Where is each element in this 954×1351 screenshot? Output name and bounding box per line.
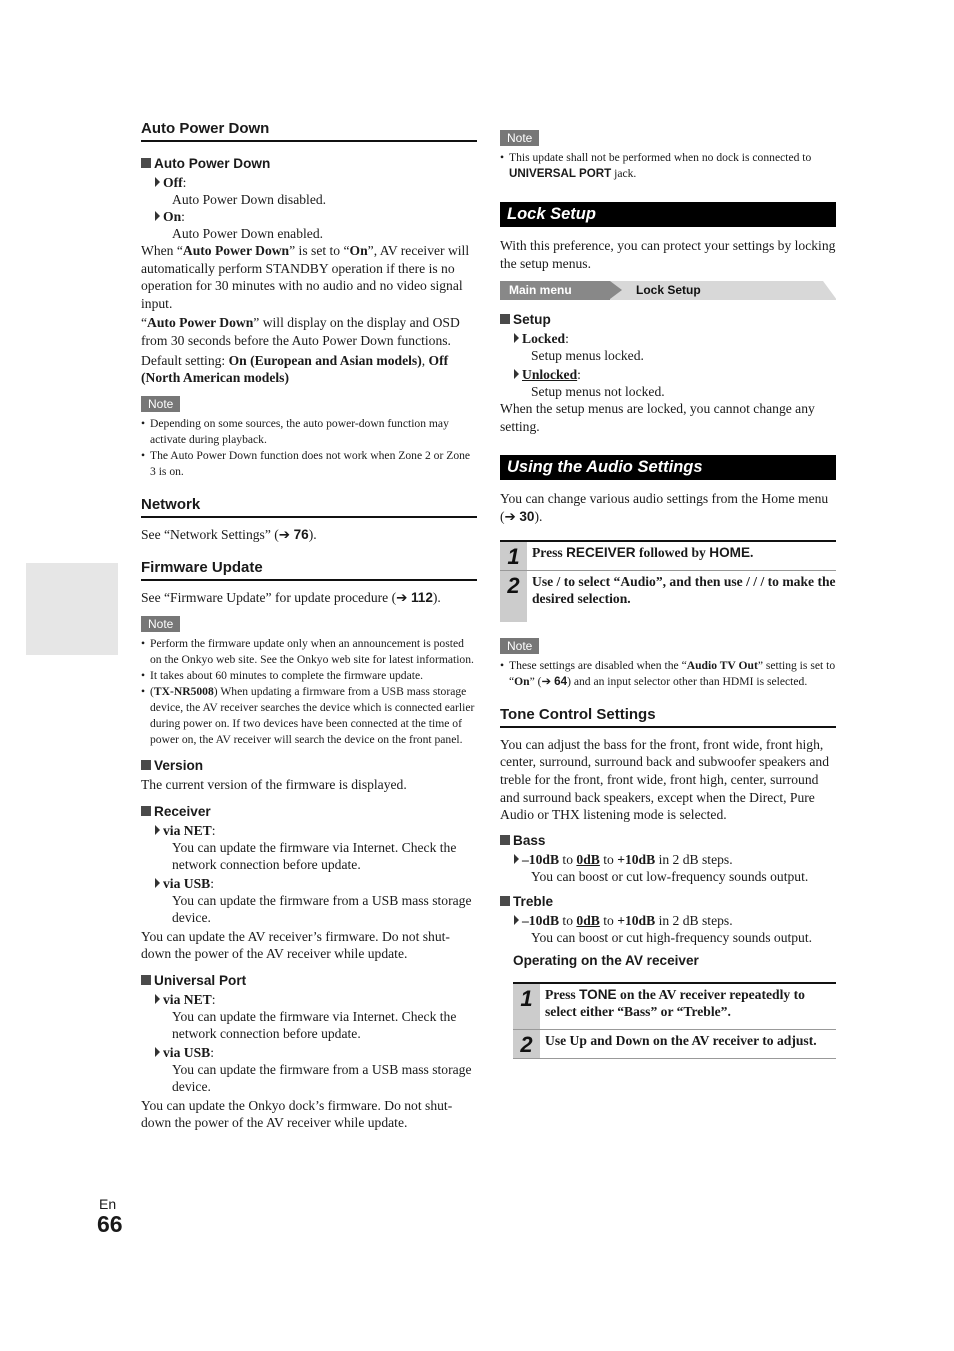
note-label: Note — [141, 396, 180, 412]
receiver-subheading: Receiver — [141, 804, 477, 819]
auto-power-down-heading: Auto Power Down — [141, 120, 477, 142]
audio-settings-intro: You can change various audio settings from the Home menu (➔ 30). — [500, 491, 829, 524]
triangle-right-icon — [514, 854, 519, 864]
square-bullet-icon — [141, 975, 151, 985]
step-number: 1 — [500, 542, 527, 570]
tone-steps — [513, 982, 836, 1059]
option-off: Off: — [155, 174, 477, 191]
menu-path-main: Main menu — [500, 281, 610, 300]
option-off-desc: Auto Power Down disabled. — [172, 192, 327, 207]
list-item: • It takes about 60 minutes to complete the firmware update. — [150, 668, 477, 684]
triangle-right-icon — [514, 369, 519, 379]
tone-control-heading: Tone Control Settings — [500, 706, 836, 728]
lock-setup-banner: Lock Setup — [500, 202, 836, 227]
side-tab — [26, 563, 118, 655]
step-2 — [513, 1030, 836, 1059]
universal-port-text: You can update the Onkyo dock’s firmware. Do not shut-down the power of the AV receiver while update. — [141, 1097, 453, 1131]
step-text: Press RECEIVER followed by HOME. — [532, 544, 754, 560]
operating-subheading: Operating on the AV receiver — [513, 952, 699, 968]
network-text: See “Network Settings” (➔ 76). — [141, 526, 317, 542]
step-number: 2 — [500, 571, 527, 622]
list-item: • This update shall not be performed when no dock is connected to UNIVERSAL PORT jack. — [509, 150, 836, 182]
auto-power-down-para1: When “Auto Power Down” is set to “On”, AV receiver will automatically perform STANDBY operation if there is no operation for 30 minutes with no audio and no video signal input. — [141, 243, 470, 311]
receiver-via-net: via NET: — [155, 822, 477, 839]
version-subheading: Version — [141, 758, 477, 773]
menu-arrow-icon — [610, 281, 622, 299]
lock-setup-intro: With this preference, you can protect your settings by locking the setup menus. — [500, 238, 836, 271]
universal-via-net: via NET: — [155, 991, 477, 1008]
triangle-right-icon — [155, 1047, 160, 1057]
bass-desc: You can boost or cut low-frequency sounds output. — [531, 868, 809, 884]
step-2 — [500, 571, 836, 622]
step-number: 1 — [513, 984, 540, 1029]
step-text: Use Up and Down on the AV receiver to adjust. — [545, 1032, 817, 1048]
triangle-right-icon — [155, 177, 160, 187]
audio-steps — [500, 540, 836, 622]
square-bullet-icon — [500, 835, 510, 845]
universal-via-usb-desc: You can update the firmware from a USB mass storage device. — [172, 1061, 472, 1094]
receiver-text: You can update the AV receiver’s firmware. Do not shut-down the power of the AV receiver while update. — [141, 928, 450, 962]
receiver-via-usb-desc: You can update the firmware from a USB mass storage device. — [172, 892, 472, 925]
triangle-right-icon — [514, 333, 519, 343]
universal-via-net-desc: You can update the firmware via Internet. Check the network connection before update. — [172, 1008, 457, 1041]
option-unlocked: Unlocked: — [514, 366, 836, 383]
audio-settings-banner: Using the Audio Settings — [500, 455, 836, 480]
auto-power-down-notes — [141, 416, 477, 480]
firmware-update-heading: Firmware Update — [141, 559, 477, 581]
left-column — [141, 120, 477, 1132]
menu-path-sub: Lock Setup — [636, 283, 701, 298]
bass-subheading: Bass — [500, 833, 836, 848]
bass-range: –10dB to 0dB to +10dB in 2 dB steps. — [514, 851, 836, 868]
version-text: The current version of the firmware is displayed. — [141, 776, 407, 792]
note-label: Note — [500, 638, 539, 654]
treble-desc: You can boost or cut high-frequency sounds output. — [531, 929, 813, 945]
list-item: • The Auto Power Down function does not work when Zone 2 or Zone 3 is on. — [150, 448, 477, 480]
option-on-desc: Auto Power Down enabled. — [172, 226, 324, 241]
universal-port-subheading: Universal Port — [141, 973, 477, 988]
note-label: Note — [500, 130, 539, 146]
auto-power-down-subheading: Auto Power Down — [141, 156, 477, 171]
triangle-right-icon — [155, 825, 160, 835]
square-bullet-icon — [141, 158, 151, 168]
step-1 — [513, 984, 836, 1030]
triangle-right-icon — [514, 915, 519, 925]
triangle-right-icon — [155, 211, 160, 221]
step-text: Use / to select “Audio”, and then use / / / to make the desired selection. — [532, 573, 836, 607]
square-bullet-icon — [500, 314, 510, 324]
list-item: • Depending on some sources, the auto power-down function may activate during playback. — [150, 416, 477, 448]
triangle-right-icon — [155, 994, 160, 1004]
lock-setup-text: When the setup menus are locked, you cannot change any setting. — [500, 401, 815, 434]
default-setting: Default setting: On (European and Asian models), Off (North American models) — [141, 352, 449, 386]
universal-via-usb: via USB: — [155, 1044, 477, 1061]
option-locked: Locked: — [514, 330, 836, 347]
tone-intro: You can adjust the bass for the front, front wide, front high, center, surround, surround back and subwoofer speakers and treble for the front, front wide, front high, center, surround and surround back speakers, except when the Direct, Pure Audio or THX listening mode is selected. — [500, 736, 829, 823]
menu-path — [500, 281, 836, 300]
firmware-notes — [141, 636, 477, 748]
list-item: • These settings are disabled when the “Audio TV Out” setting is set to “On” (➔ 64) and an input selector other than HDMI is selected. — [509, 658, 836, 690]
list-item: • (TX-NR5008) When updating a firmware from a USB mass storage device, the AV receiver searches the device which is connected earlier during power on. If two devices have been connected at the time of power on, the AV receiver will search the device on the front panel. — [150, 684, 477, 748]
square-bullet-icon — [141, 760, 151, 770]
step-1 — [500, 542, 836, 571]
treble-subheading: Treble — [500, 894, 836, 909]
receiver-via-usb: via USB: — [155, 875, 477, 892]
list-item: • Perform the firmware update only when an announcement is posted on the Onkyo web site. See the Onkyo web site for latest information. — [150, 636, 477, 668]
treble-range: –10dB to 0dB to +10dB in 2 dB steps. — [514, 912, 836, 929]
setup-subheading: Setup — [500, 312, 836, 327]
step-number: 2 — [513, 1030, 540, 1058]
option-locked-desc: Setup menus locked. — [531, 348, 644, 364]
triangle-right-icon — [155, 878, 160, 888]
page-number: 66 — [97, 1211, 123, 1237]
audio-note — [500, 658, 836, 690]
option-on: On: — [155, 208, 477, 225]
top-note — [500, 150, 836, 182]
option-unlocked-desc: Setup menus not locked. — [531, 384, 665, 400]
firmware-text: See “Firmware Update” for update procedure (➔ 112). — [141, 590, 441, 606]
receiver-via-net-desc: You can update the firmware via Internet. Check the network connection before update. — [172, 839, 457, 872]
right-column — [500, 122, 836, 1059]
menu-bar-tail — [823, 281, 837, 300]
step-text: Press TONE on the AV receiver repeatedly to select either “Bass” or “Treble”. — [545, 986, 805, 1020]
auto-power-down-para2: “Auto Power Down” will display on the display and OSD from 30 seconds before the Auto Power Down functions. — [141, 315, 460, 348]
note-label: Note — [141, 616, 180, 632]
network-heading: Network — [141, 496, 477, 518]
square-bullet-icon — [141, 806, 151, 816]
page-language: En — [99, 1196, 117, 1212]
square-bullet-icon — [500, 896, 510, 906]
